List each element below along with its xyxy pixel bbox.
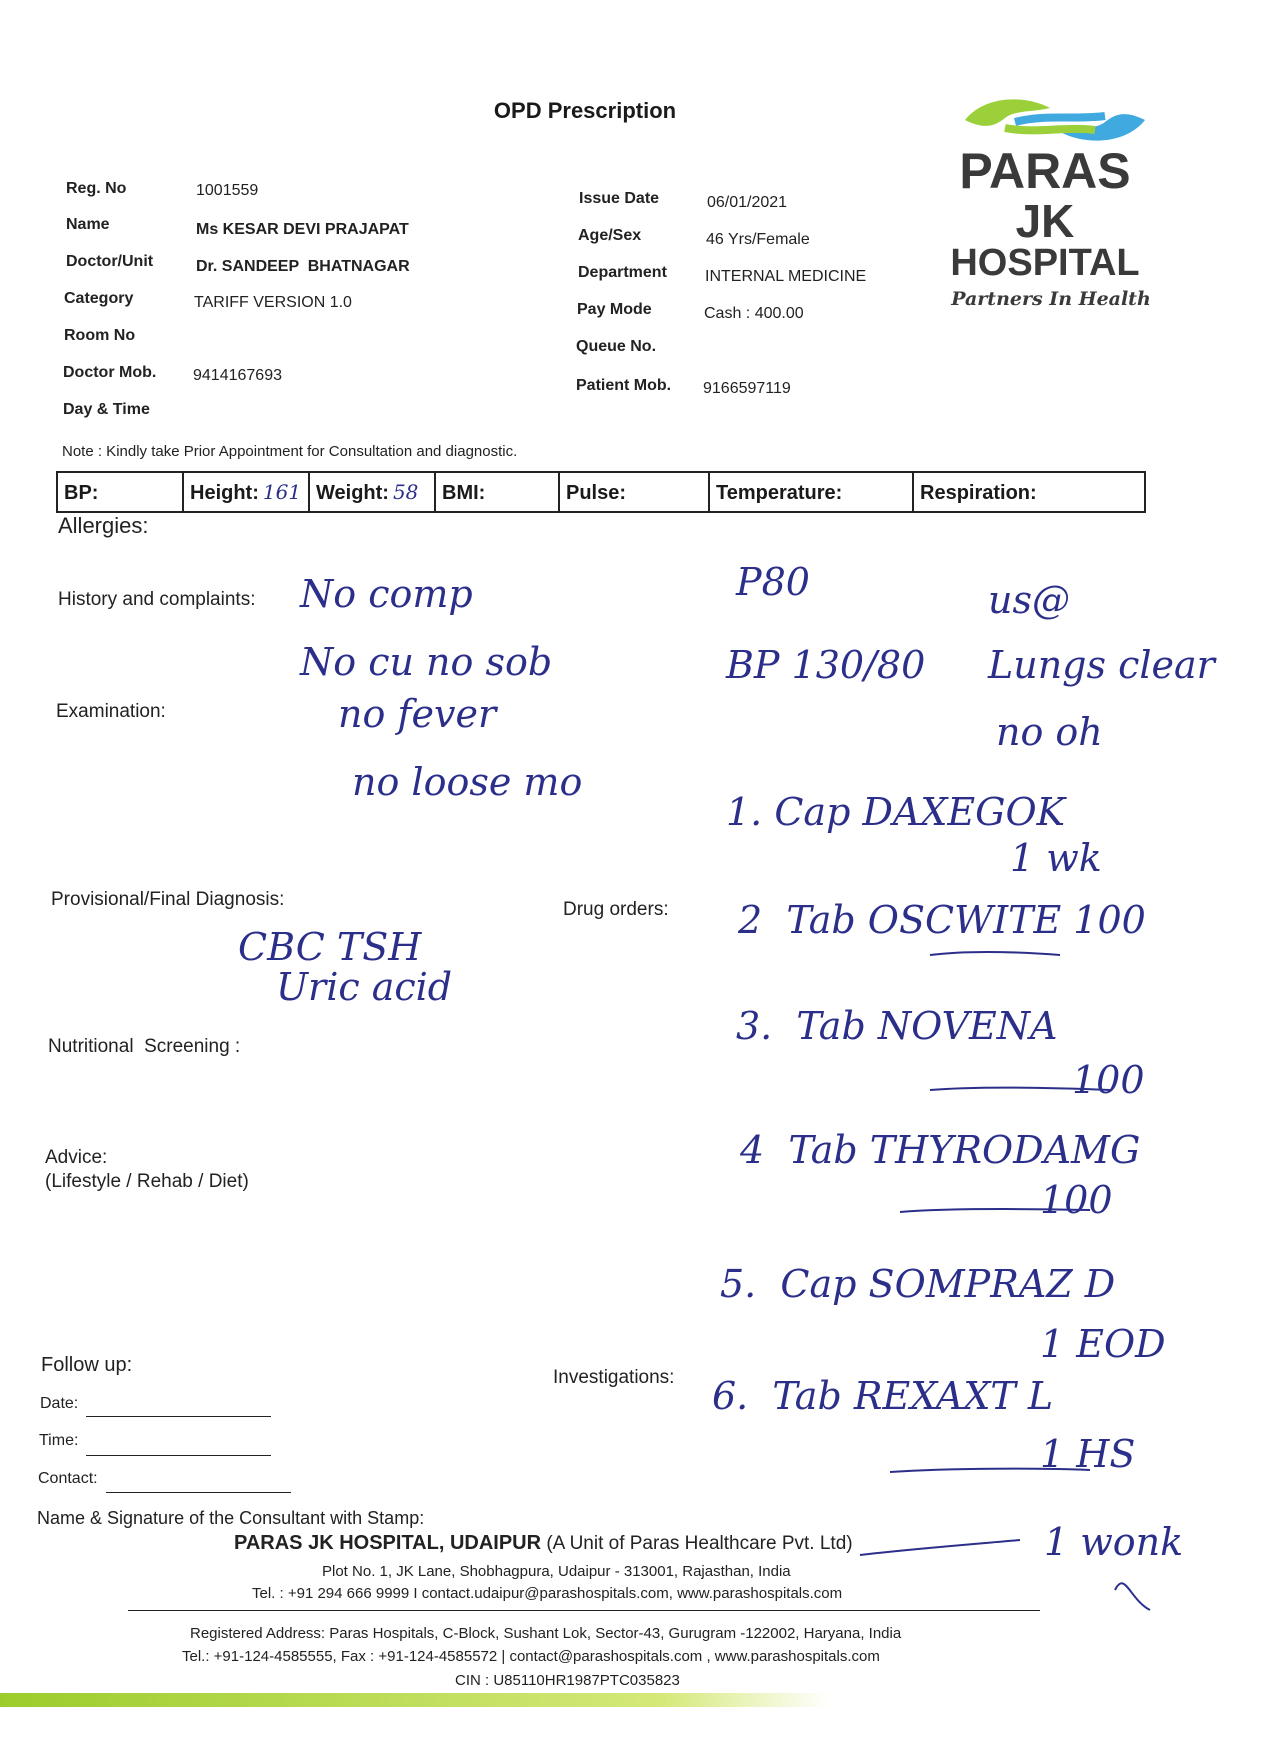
footer-accent-bar — [0, 1693, 830, 1707]
examination-label: Examination: — [56, 701, 166, 722]
time-label: Time: — [39, 1432, 79, 1449]
name-value: Ms KESAR DEVI PRAJAPAT — [196, 221, 409, 238]
hw-rx-5b: 1 EOD — [1040, 1322, 1166, 1366]
pay-mode-label: Pay Mode — [577, 301, 652, 318]
category-label: Category — [64, 290, 134, 307]
height-label: Height: — [190, 481, 259, 504]
hw-diagnosis-2: Uric acid — [276, 965, 453, 1009]
hw-rx-4b: 100 — [1040, 1178, 1113, 1222]
vitals-weight — [309, 472, 435, 512]
footer-hospital-line — [234, 1532, 853, 1555]
respiration-label: Respiration: — [920, 481, 1037, 504]
allergies-label: Allergies: — [58, 513, 149, 538]
age-sex-label: Age/Sex — [578, 227, 642, 244]
footer-unit: (A Unit of Paras Healthcare Pvt. Ltd) — [541, 1533, 853, 1554]
bp-label: BP: — [64, 481, 99, 504]
footer-reg-contact: Tel.: +91-124-4585555, Fax : +91-124-4585572 | contact@parashospitals.com , www.parashospitals.com — [182, 1648, 880, 1665]
department-label: Department — [578, 264, 667, 281]
hw-history-2: No cu no sob — [300, 640, 553, 684]
bmi-label: BMI: — [442, 481, 486, 504]
hw-history-3: no fever — [338, 692, 497, 736]
pulse-label: Pulse: — [566, 481, 627, 504]
vitals-bmi — [435, 472, 559, 512]
doctor-mob-value: 9414167693 — [193, 367, 282, 384]
footer-hospital-name: PARAS JK HOSPITAL, UDAIPUR — [234, 1532, 542, 1554]
hw-history-4: no loose mo — [352, 760, 583, 804]
patient-mob-value: 9166597119 — [703, 380, 791, 397]
hw-rx-1: 1. Cap DAXEGOK — [726, 790, 1066, 834]
vitals-table — [56, 471, 1146, 513]
date-label: Date: — [40, 1395, 79, 1412]
weight-label: Weight: — [316, 481, 389, 504]
reg-no-value: 1001559 — [196, 182, 259, 199]
hw-rx-6: 6. Tab REXAXT L — [712, 1374, 1054, 1418]
category-value: TARIFF VERSION 1.0 — [194, 294, 352, 311]
reg-no-label: Reg. No — [66, 180, 127, 197]
advice-sub-label: (Lifestyle / Rehab / Diet) — [45, 1171, 249, 1192]
doctor-unit-label: Doctor/Unit — [66, 253, 154, 270]
follow-up-label: Follow up: — [41, 1354, 133, 1376]
footer-address: Plot No. 1, JK Lane, Shobhagpura, Udaipur - 313001, Rajasthan, India — [322, 1563, 791, 1580]
hw-rx-5: 5. Cap SOMPRAZ D — [720, 1262, 1116, 1306]
temperature-label: Temperature: — [716, 481, 843, 504]
hands-logo-icon — [955, 90, 1155, 150]
investigations-label: Investigations: — [553, 1367, 675, 1388]
patient-mob-label: Patient Mob. — [576, 377, 672, 394]
height-value: 161 — [262, 479, 302, 504]
time-line — [86, 1455, 271, 1456]
footer-cin: CIN : U85110HR1987PTC035823 — [455, 1672, 680, 1689]
doctor-unit-value: Dr. SANDEEP BHATNAGAR — [196, 258, 410, 275]
page-title: OPD Prescription — [493, 98, 677, 123]
room-no-label: Room No — [64, 327, 136, 344]
weight-value: 58 — [392, 479, 419, 504]
footer-divider — [128, 1610, 1040, 1611]
hw-right-3: no oh — [996, 710, 1103, 754]
advice-label: Advice: — [45, 1147, 108, 1168]
appointment-note: Note : Kindly take Prior Appointment for Consultation and diagnostic. — [62, 443, 518, 460]
day-time-label: Day & Time — [63, 401, 150, 418]
hw-right-2: Lungs clear — [988, 643, 1215, 687]
vitals-pulse — [559, 472, 709, 512]
hw-diagnosis-1: CBC TSH — [238, 925, 422, 969]
hw-rx-end: 1 wonk — [1044, 1520, 1184, 1564]
drug-orders-label: Drug orders: — [563, 899, 669, 920]
issue-date-value: 06/01/2021 — [707, 194, 788, 211]
vitals-respiration — [913, 472, 1145, 512]
contact-label: Contact: — [38, 1470, 98, 1487]
logo-tagline: Partners In Health — [951, 288, 1151, 310]
signature-label: Name & Signature of the Consultant with Stamp: — [37, 1508, 425, 1528]
doctor-mob-label: Doctor Mob. — [63, 364, 157, 381]
logo-line-jk: JK — [1015, 195, 1075, 247]
contact-line — [106, 1492, 291, 1493]
queue-no-label: Queue No. — [576, 338, 657, 355]
pay-mode-value: Cash : 400.00 — [704, 305, 804, 322]
hw-history-1: No comp — [300, 572, 473, 616]
vitals-temperature — [709, 472, 913, 512]
hw-rx-3: 3. Tab NOVENA — [736, 1004, 1058, 1048]
footer-contact: Tel. : +91 294 666 9999 I contact.udaipur@parashospitals.com, www.parashospitals.com — [252, 1585, 843, 1602]
diagnosis-label: Provisional/Final Diagnosis: — [51, 889, 285, 910]
hw-mid-1: P80 — [736, 560, 810, 604]
hw-rx-4: 4 Tab THYRODAMG — [740, 1128, 1141, 1172]
vitals-height — [183, 472, 309, 512]
hw-right-1: us@ — [988, 578, 1070, 622]
logo-line-paras: PARAS — [959, 143, 1131, 199]
history-label: History and complaints: — [58, 589, 256, 610]
date-line — [86, 1416, 271, 1417]
hw-rx-1b: 1 wk — [1010, 836, 1102, 880]
name-label: Name — [66, 216, 110, 233]
footer-registered: Registered Address: Paras Hospitals, C-Block, Sushant Lok, Sector-43, Gurugram -122002, Haryana, India — [190, 1625, 902, 1642]
age-sex-value: 46 Yrs/Female — [706, 231, 810, 248]
logo-line-hospital: HOSPITAL — [950, 242, 1140, 284]
hw-mid-2: BP 130/80 — [726, 643, 926, 687]
hw-rx-2: 2 Tab OSCWITE 100 — [738, 898, 1146, 942]
vitals-bp — [57, 472, 183, 512]
hospital-logo — [930, 90, 1160, 320]
department-value: INTERNAL MEDICINE — [705, 268, 867, 285]
nutritional-label: Nutritional Screening : — [48, 1036, 241, 1057]
hw-rx-6b: 1 HS — [1040, 1432, 1136, 1476]
hw-rx-3b: 100 — [1072, 1058, 1145, 1102]
issue-date-label: Issue Date — [579, 190, 660, 207]
